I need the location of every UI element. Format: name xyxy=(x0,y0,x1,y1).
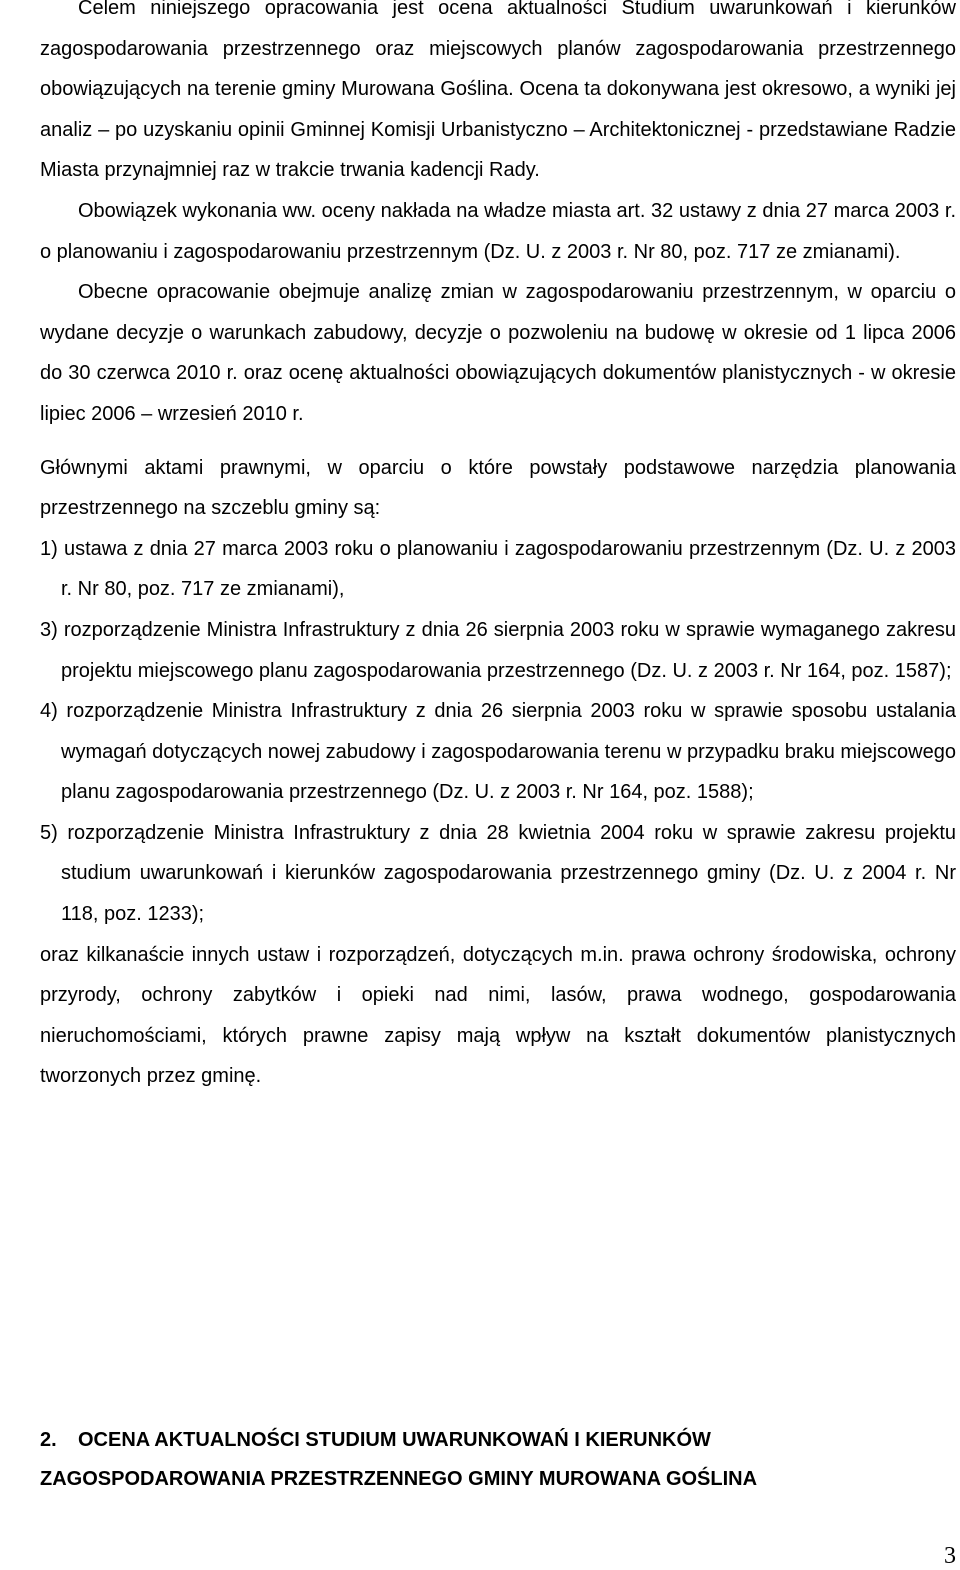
intro-paragraph: Celem niniejszego opracowania jest ocena aktualności Studium uwarunkowań i kierunków zagospodarowania przestrzennego oraz miejscowych planów zagospodarowania przestrzennego obowiązujących na terenie gminy Murowana Goślina. Ocena ta dokonywana jest okresowo, a wyniki jej analiz – po uzyskaniu opinii Gminnej Komisji Urbanistyczno – Architektonicznej - przedstawiane Radzie Miasta przynajmniej raz w trakcie trwania kadencji Rady. xyxy=(40,0,956,182)
closing-paragraph: oraz kilkanaście innych ustaw i rozporządzeń, dotyczących m.in. prawa ochrony środowiska, ochrony przyrody, ochrony zabytków i opieki nad nimi, lasów, prawa wodnego, gospodarowania nieruchomościami, których prawne zapisy mają wpływ na kształt dokumentów planistycznych tworzonych przez gminę. xyxy=(40,943,956,1088)
scope-paragraph: Obecne opracowanie obejmuje analizę zmian w zagospodarowaniu przestrzennym, w oparciu o wydane decyzje o warunkach zabudowy, decyzje o pozwoleniu na budowę w okresie od 1 lipca 2006 do 30 czerwca 2010 r. oraz ocenę aktualności obowiązujących dokumentów planistycznych - w okresie lipiec 2006 – wrzesień 2010 r. xyxy=(40,281,956,425)
section-title-part-2: ZAGOSPODAROWANIA PRZESTRZENNEGO GMINY MUROWANA GOŚLINA xyxy=(40,1468,758,1490)
document-page xyxy=(40,0,956,1490)
section-title-part-1: OCENA AKTUALNOŚCI STUDIUM UWARUNKOWAŃ I KIERUNKÓW xyxy=(78,1429,711,1451)
legal-acts-list xyxy=(40,529,956,935)
obligation-paragraph: Obowiązek wykonania ww. oceny nakłada na władze miasta art. 32 ustawy z dnia 27 marca 2003 r. o planowaniu i zagospodarowaniu przestrzennym (Dz. U. z 2003 r. Nr 80, poz. 717 ze zmianami). xyxy=(40,199,956,263)
legal-basis-intro: Głównymi aktami prawnymi, w oparciu o które powstały podstawowe narzędzia planowania przestrzennego na szczeblu gminy są: xyxy=(40,456,956,520)
section-heading xyxy=(40,1421,956,1499)
legal-act-item: 5) rozporządzenie Ministra Infrastruktury z dnia 28 kwietnia 2004 roku w sprawie zakresu projektu studium uwarunkowań i kierunków zagospodarowania przestrzennego gminy (Dz. U. z 2004 r. Nr 118, poz. 1233); xyxy=(40,821,956,926)
legal-act-item: 3) rozporządzenie Ministra Infrastruktury z dnia 26 sierpnia 2003 roku w sprawie wymaganego zakresu projektu miejscowego planu zagospodarowania przestrzennego (Dz. U. z 2003 r. Nr 164, poz. 1587); xyxy=(40,618,956,682)
page-number: 3 xyxy=(944,1543,956,1569)
legal-act-item: 4) rozporządzenie Ministra Infrastruktury z dnia 26 sierpnia 2003 roku w sprawie sposobu ustalania wymagań dotyczących nowej zabudowy i zagospodarowania terenu w przypadku braku miejscowego planu zagospodarowania przestrzennego (Dz. U. z 2003 r. Nr 164, poz. 1588); xyxy=(40,700,956,804)
legal-act-item: 1) ustawa z dnia 27 marca 2003 roku o planowaniu i zagospodarowaniu przestrzennym (Dz. U. z 2003 r. Nr 80, poz. 717 ze zmianami), xyxy=(40,537,956,601)
section-number: 2. xyxy=(40,1429,57,1451)
section-heading-line-1 xyxy=(40,1421,956,1460)
